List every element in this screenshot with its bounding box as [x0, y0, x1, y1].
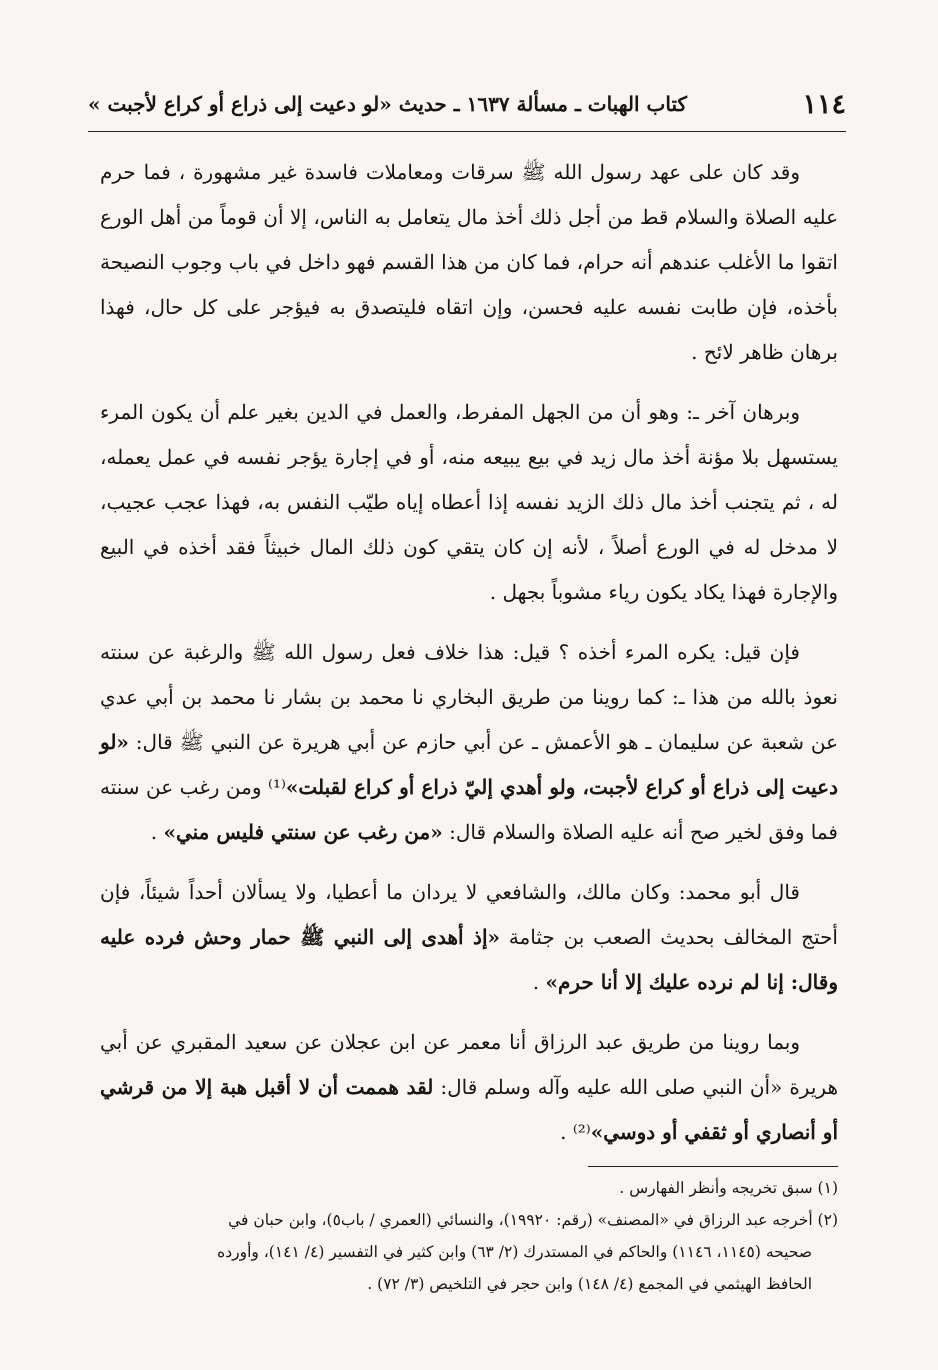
footnote-divider — [588, 1166, 838, 1167]
paragraph-text: فإن قيل: يكره المرء أخذه ؟ قيل: هذا خلاف فعل رسول الله ﷺ والرغبة عن سنته نعوذ بالله من هذا ـ: كما روينا من طريق البخاري نا محمد بن بشار نا محمد بن أبي عدي عن شعبة عن سليمان ـ هو الأعمش ـ عن أبي حازم عن أبي هريرة عن النبي ﷺ قال: — [100, 640, 838, 754]
paragraph-text: وبما روينا من طريق عبد الرزاق أنا معمر عن ابن عجلان عن سعيد المقبري عن أبي هريرة «أن النبي صلى الله عليه وآله وسلم قال: — [100, 1030, 838, 1099]
hadith-quote: «إذ أهدى إلى النبي ﷺ حمار وحش فرده عليه وقال: إنا لم نرده عليك إلا أنا حرم» — [100, 925, 838, 994]
running-title: كتاب الهبات ـ مسألة ١٦٣٧ ـ حديث «لو دعيت إلى ذراع أو كراع لأجبت » — [88, 92, 688, 116]
hadith-quote: «من رغب عن سنتي فليس مني» — [163, 820, 443, 844]
paragraph-text: . — [532, 970, 546, 994]
main-text — [100, 150, 838, 1170]
hadith-quote: «لو دعيت إلى ذراع أو كراع لأجبت، ولو أهدي إليّ ذراع أو كراع لقبلت» — [100, 730, 838, 799]
footnote-2-continued: الحافظ الهيثمي في المجمع (٤/ ١٤٨) وابن حجر في التلخيص (٣/ ٧٢) . — [367, 1275, 812, 1293]
page-number: ١١٤ — [802, 88, 846, 120]
hadith-quote: لقد هممت أن لا أقبل هبة إلا من قرشي أو أنصاري أو ثقفي أو دوسي» — [100, 1075, 838, 1144]
page-header — [88, 84, 846, 124]
paragraph-text: قال أبو محمد: وكان مالك، والشافعي لا يردان ما أعطيا، ولا يسألان أحداً شيئاً، فإن أحتج المخالف بحديث الصعب بن جثامة — [100, 880, 838, 949]
footnote-1: (١) سبق تخريجه وأنظر الفهارس . — [619, 1179, 838, 1197]
paragraph-4 — [100, 870, 838, 1005]
footnotes — [100, 1172, 838, 1300]
paragraph-text: . — [150, 820, 164, 844]
paragraph-1 — [100, 150, 838, 375]
paragraph-3 — [100, 630, 838, 855]
footnote-2: (٢) أخرجه عبد الرزاق في «المصنف» (رقم: ١٩٩٢٠)، والنسائي (العمري / باب٥)، وابن حبان في — [228, 1211, 838, 1229]
paragraph-text: وبرهان آخر ـ: وهو أن من الجهل المفرط، والعمل في الدين بغير علم أن يكون المرء يستسهل بلا مؤنة أخذ مال زيد في بيع يبيعه منه، أو في إجارة يؤجر نفسه في عمل يعمله، له ، ثم يتجنب أخذ مال ذلك الزيد نفسه إذا أعطاه إياه طيّب النفس به، فهذا عجب عجيب، لا مدخل له في الورع أصلاً ، لأنه إن كان يتقي كون ذلك المال خبيثاً فقد أخذه في البيع والإجارة فهذا يكاد يكون رياء مشوباً بجهل . — [100, 400, 838, 604]
header-divider — [88, 131, 846, 132]
paragraph-text: ⁽²⁾ . — [560, 1120, 591, 1144]
paragraph-text: وقد كان على عهد رسول الله ﷺ سرقات ومعاملات فاسدة غير مشهورة ، فما حرم عليه الصلاة والسلام قط من أجل ذلك أخذ مال يتعامل به الناس، إلا أن قوماً من أهل الورع اتقوا ما الأغلب عندهم أنه حرام، فما كان من هذا القسم فهو داخل في باب وجوب النصيحة بأخذه، فإن طابت نفسه عليه فحسن، وإن اتقاه فليتصدق به فيؤجر على كل حال، فهذا برهان ظاهر لائح . — [100, 160, 838, 364]
paragraph-5 — [100, 1020, 838, 1155]
footnote-2-continued: صحيحه (١١٤٥، ١١٤٦) والحاكم في المستدرك (٢/ ٦٣) وابن كثير في التفسير (٤/ ١٤١)، وأورده — [217, 1243, 812, 1261]
paragraph-2 — [100, 390, 838, 615]
paragraph-text: ⁽¹⁾ ومن رغب عن سنته فما وفق لخير صح أنه عليه الصلاة والسلام قال: — [100, 775, 838, 844]
